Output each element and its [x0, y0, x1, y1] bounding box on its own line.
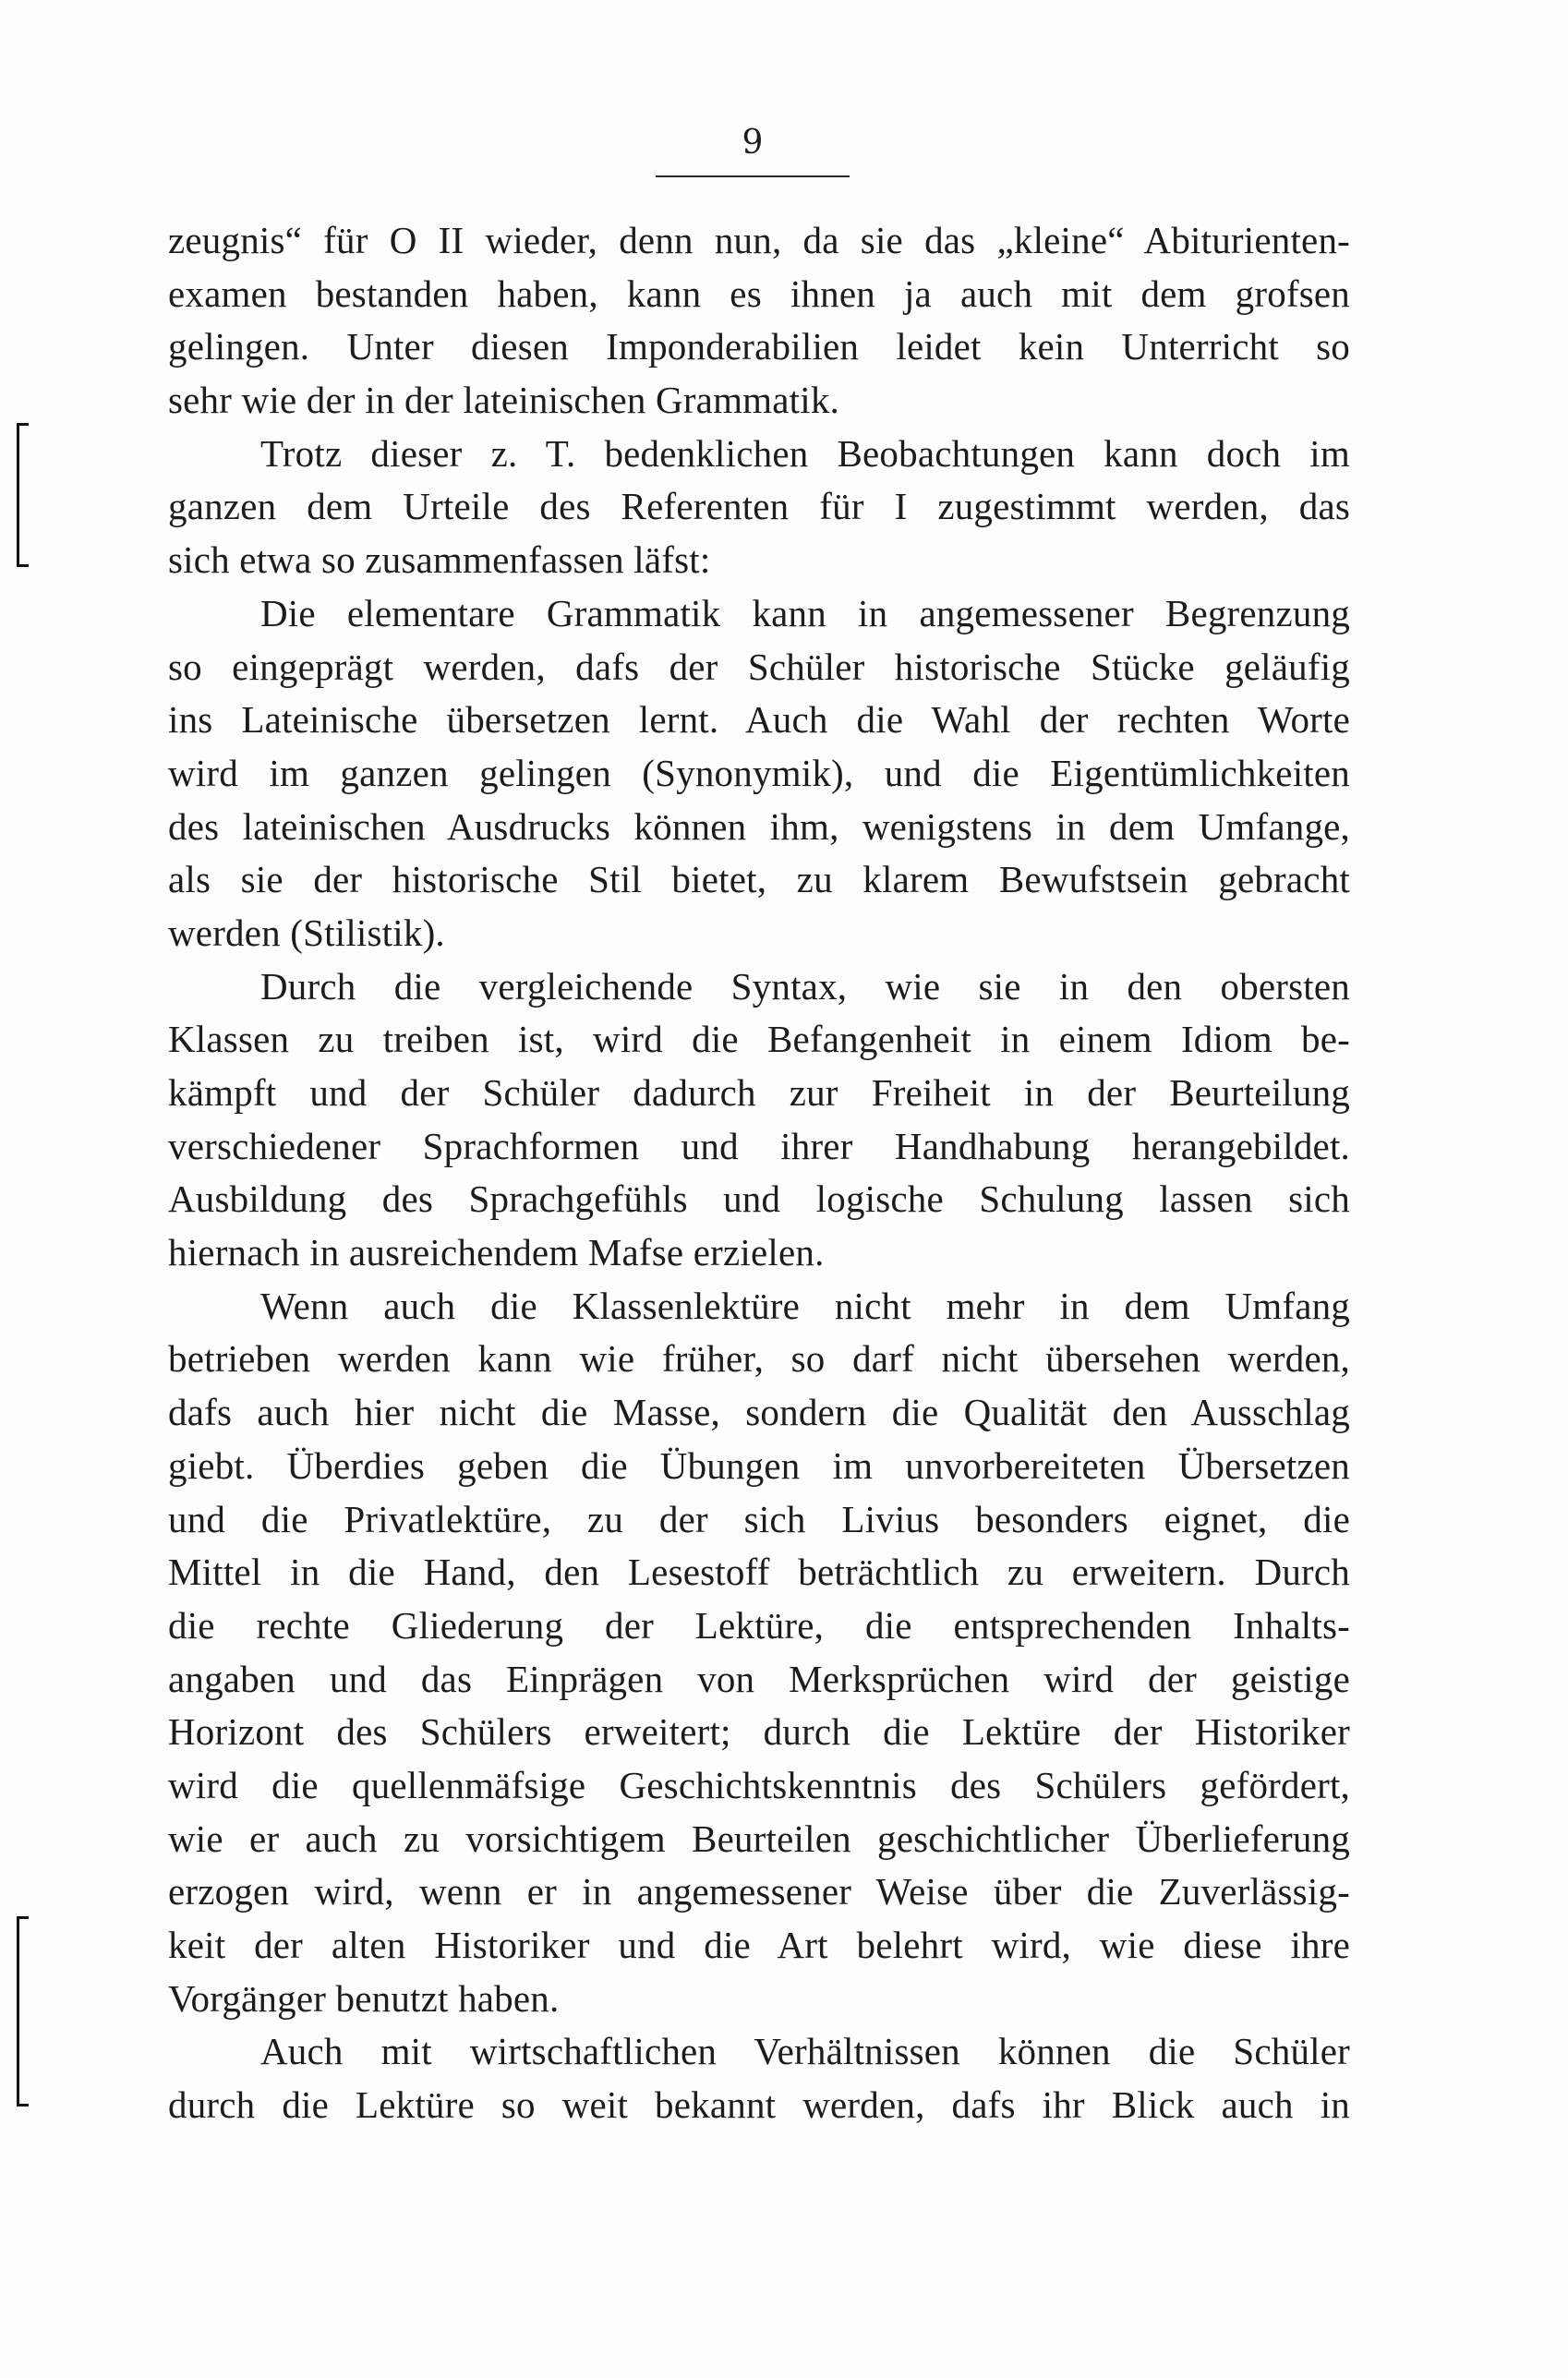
text-line: Wenn auch die Klassenlektüre nicht mehr in dem Umfang — [260, 1284, 1350, 1327]
text-line: und die Privatlektüre, zu der sich Livius besonders eignet, die — [168, 1497, 1350, 1540]
text-line: Horizont des Schülers erweitert; durch die Lektüre der Historiker — [168, 1710, 1350, 1754]
text-line: kämpft und der Schüler dadurch zur Freiheit in der Beurteilung — [168, 1071, 1350, 1114]
text-line: durch die Lektüre so weit bekannt werden, dafs ihr Blick auch in — [168, 2083, 1350, 2127]
text-line: Trotz dieser z. T. bedenklichen Beobachtungen kann doch im — [260, 431, 1350, 475]
text-line: Ausbildung des Sprachgefühls und logische Schulung lassen sich — [168, 1177, 1350, 1221]
text-line: wie er auch zu vorsichtigem Beurteilen geschichtlicher Überlieferung — [168, 1817, 1350, 1860]
page-number-rule — [656, 175, 850, 177]
text-line: zeugnis“ für O II wieder, denn nun, da sie das „kleine“ Abiturienten- — [168, 219, 1350, 261]
text-line: Durch die vergleichende Syntax, wie sie in den obersten — [260, 964, 1350, 1008]
text-line: gelingen. Unter diesen Imponderabilien leidet kein Unterricht so — [168, 325, 1350, 368]
text-line: examen bestanden haben, kann es ihnen ja auch mit dem grofsen — [168, 272, 1350, 315]
text-line: wird im ganzen gelingen (Synonymik), und die Eigentümlichkeiten — [168, 751, 1350, 794]
text-line: giebt. Überdies geben die Übungen im unvorbereiteten Übersetzen — [168, 1443, 1350, 1487]
text-line: die rechte Gliederung der Lektüre, die entsprechenden Inhalts- — [168, 1603, 1350, 1647]
text-line: so eingeprägt werden, dafs der Schüler historische Stücke geläufig — [168, 645, 1350, 688]
text-line: Klassen zu treiben ist, wird die Befangenheit in einem Idiom be- — [168, 1018, 1350, 1061]
text-line: Auch mit wirtschaftlichen Verhältnissen können die Schüler — [260, 2030, 1350, 2073]
text-line: betrieben werden kann wie früher, so darf nicht übersehen werden, — [168, 1337, 1350, 1381]
text-line: ganzen dem Urteile des Referenten für I zugestimmt werden, das — [168, 485, 1350, 528]
margin-bracket-bottom — [17, 1916, 29, 2106]
body-text — [168, 214, 1350, 2132]
text-line: erzogen wird, wenn er in angemessener Weise über die Zuverlässig- — [168, 1870, 1350, 1913]
text-line: keit der alten Historiker und die Art belehrt wird, wie diese ihre — [168, 1924, 1350, 1966]
text-line: dafs auch hier nicht die Masse, sondern die Qualität den Ausschlag — [168, 1391, 1350, 1434]
text-line: werden (Stilistik). — [168, 911, 445, 954]
text-line: hiernach in ausreichendem Mafse erzielen. — [168, 1231, 825, 1274]
text-line: des lateinischen Ausdrucks können ihm, wenigstens in dem Umfange, — [168, 804, 1350, 848]
text-line: ins Lateinische übersetzen lernt. Auch die Wahl der rechten Worte — [168, 698, 1350, 742]
margin-bracket-top — [17, 423, 29, 567]
text-line: Die elementare Grammatik kann in angemessener Begrenzung — [260, 591, 1350, 634]
text-line: als sie der historische Stil bietet, zu klarem Bewufstsein gebracht — [168, 858, 1350, 901]
text-line: wird die quellenmäfsige Geschichtskenntnis des Schülers gefördert, — [168, 1763, 1350, 1806]
text-line: sehr wie der in der lateinischen Grammatik. — [168, 379, 839, 422]
page-number: 9 — [742, 124, 764, 162]
text-line: Mittel in die Hand, den Lesestoff beträchtlich zu erweitern. Durch — [168, 1551, 1350, 1594]
text-line: angaben und das Einprägen von Merksprüchen wird der geistige — [168, 1657, 1350, 1700]
text-line: Vorgänger benutzt haben. — [168, 1976, 560, 2020]
text-line: verschiedener Sprachformen und ihrer Handhabung herangebildet. — [168, 1124, 1350, 1167]
text-line: sich etwa so zusammenfassen läfst: — [168, 538, 711, 582]
